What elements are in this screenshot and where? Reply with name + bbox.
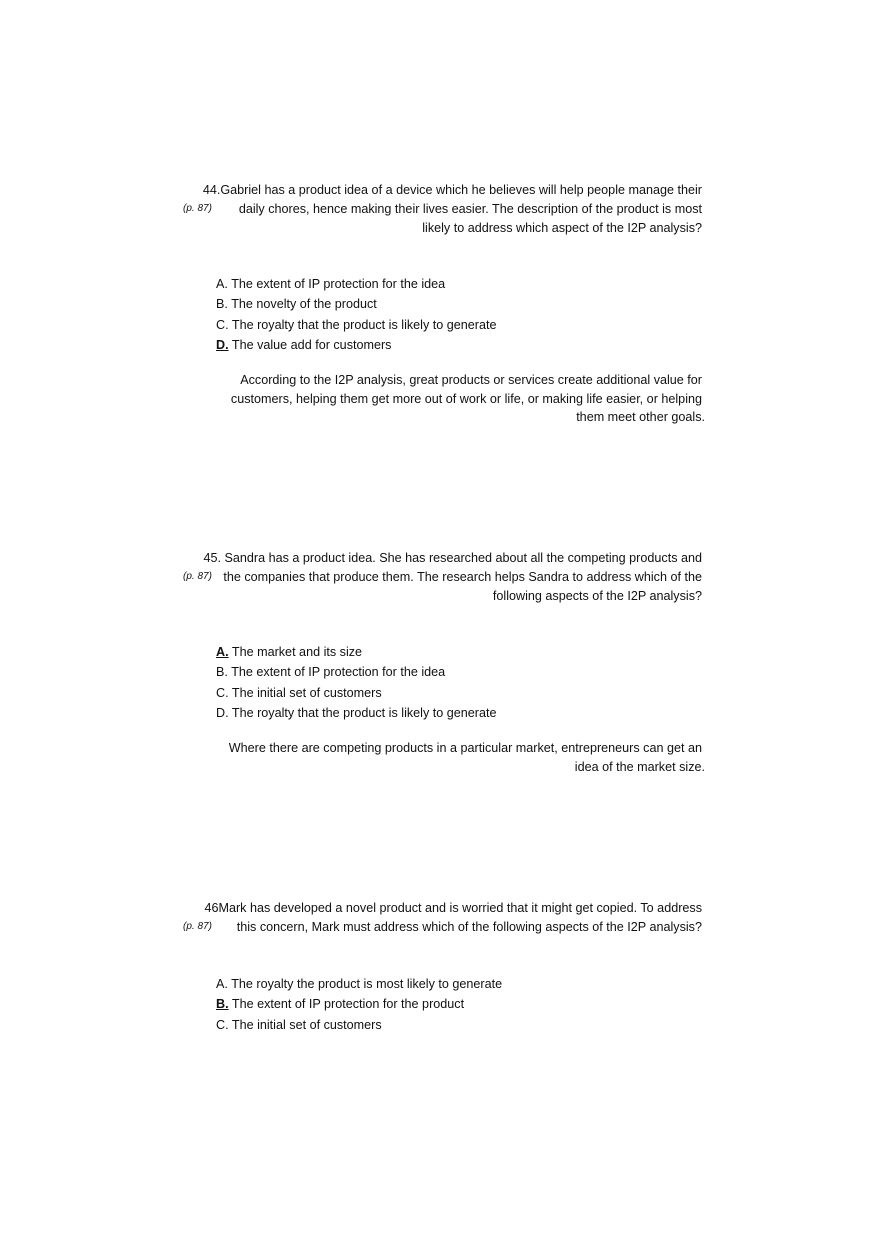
option-b: [216, 294, 497, 314]
question-line: this concern, Mark must address which of the following aspects of the I2P analysis?: [236, 920, 702, 934]
explanation-line: customers, helping them get more out of work or life, or making life easier, or helping: [230, 391, 702, 406]
option-letter: A.: [216, 277, 228, 291]
page-reference: (p. 87): [183, 571, 212, 582]
correct-option-letter: D.: [216, 338, 229, 353]
option-a: [216, 974, 502, 994]
option-text: The royalty that the product is likely to generate: [231, 317, 497, 332]
question-line: following aspects of the I2P analysis?: [492, 589, 702, 603]
option-a: [216, 274, 497, 294]
question-line: [0, 901, 702, 915]
question-number: 46: [204, 901, 219, 915]
correct-option-letter: A.: [216, 645, 229, 659]
option-text: The extent of IP protection for the product: [231, 997, 465, 1012]
option-text: The extent of IP protection for the idea: [231, 277, 446, 291]
explanation: [0, 739, 705, 776]
question-line: likely to address which aspect of the I2P analysis?: [422, 221, 702, 235]
answer-options: [216, 642, 497, 724]
option-text: The initial set of customers: [231, 685, 382, 700]
question-line: the companies that produce them. The research helps Sandra to address which of the: [223, 570, 702, 584]
option-d: [216, 703, 497, 723]
question-number: 44.: [202, 183, 221, 197]
option-text: The initial set of customers: [231, 1017, 382, 1032]
explanation-line: them meet other goals.: [576, 410, 705, 425]
option-text: The extent of IP protection for the idea: [231, 665, 446, 680]
question-line: [0, 183, 702, 197]
option-letter: A.: [216, 977, 228, 991]
option-d: [216, 335, 497, 355]
option-text: The novelty of the product: [231, 297, 377, 312]
option-letter: C.: [216, 685, 229, 700]
option-letter: C.: [216, 317, 229, 332]
option-letter: D.: [216, 706, 229, 721]
answer-options: [216, 274, 497, 356]
option-text: The royalty that the product is likely to generate: [231, 706, 497, 721]
option-b: [216, 662, 497, 682]
question-line: [0, 551, 702, 565]
explanation-line: According to the I2P analysis, great products or services create additional value for: [240, 373, 702, 387]
option-text: The value add for customers: [231, 338, 392, 353]
correct-option-letter: B.: [216, 997, 229, 1012]
page-reference: (p. 87): [183, 203, 212, 214]
question-line: daily chores, hence making their lives easier. The description of the product is most: [238, 202, 702, 216]
option-a: [216, 642, 497, 662]
explanation-line: Where there are competing products in a particular market, entrepreneurs can get an: [228, 741, 702, 755]
option-c: [216, 315, 497, 335]
question-number: 45.: [203, 551, 222, 565]
option-c: [216, 683, 497, 703]
option-letter: C.: [216, 1017, 229, 1032]
option-text: The market and its size: [231, 645, 363, 659]
question-text: Mark has developed a novel product and is worried that it might get copied. To address: [218, 901, 702, 915]
page-reference: (p. 87): [183, 921, 212, 932]
answer-options: [216, 974, 502, 1035]
question-text: Gabriel has a product idea of a device which he believes will help people manage their: [220, 183, 702, 197]
question-text: Sandra has a product idea. She has researched about all the competing products and: [224, 551, 702, 565]
option-c: [216, 1015, 502, 1035]
option-letter: B.: [216, 665, 228, 680]
explanation: [0, 371, 705, 427]
option-text: The royalty the product is most likely to generate: [231, 977, 503, 991]
explanation-line: idea of the market size.: [574, 759, 705, 774]
option-letter: B.: [216, 297, 228, 312]
option-b: [216, 994, 502, 1014]
